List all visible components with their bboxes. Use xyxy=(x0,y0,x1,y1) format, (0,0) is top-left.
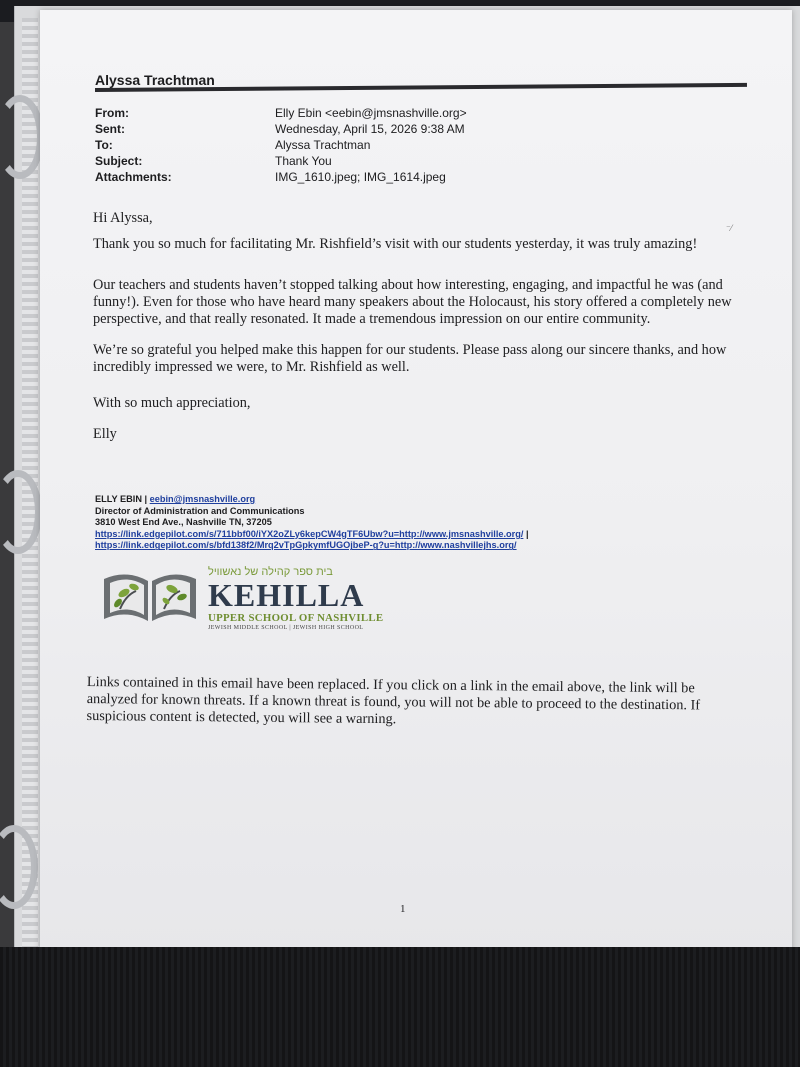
link-separator: | xyxy=(523,528,529,539)
website-link-jhs[interactable]: https://link.edgepilot.com/s/bfd138f2/Mrq2vTpGpkymfUGOjbeP-g?u=http://www.nashvillejhs.org/ xyxy=(95,540,517,551)
link-security-notice: Links contained in this email have been replaced. If you click on a link in the email above, the link will be analyzed for known threats. If a known threat is found, you will not be able to proceed to the destination. If suspicious content is detected, you will see a warning. xyxy=(86,674,701,728)
logo-wordmark: KEHILLA xyxy=(208,577,365,613)
logo-subtitle: UPPER SCHOOL OF NASHVILLE xyxy=(208,612,384,624)
stray-mark: ⁻⁄ xyxy=(726,223,733,233)
website-link-jms[interactable]: https://link.edgepilot.com/s/711bbf00/iYX2oZLy6kepCW4gTF6Ubw?u=http://www.jmsnashville.org/ xyxy=(95,528,524,539)
subject-label: Subject: xyxy=(95,154,143,168)
body-paragraph: We’re so grateful you helped make this happen for our students. Please pass along our sincere thanks, and how incredibly impressed we were, to Mr. Rishfield as well. xyxy=(93,342,727,375)
signature-line-1 xyxy=(95,494,529,506)
signature-name: ELLY EBIN | xyxy=(95,494,148,504)
email-signature xyxy=(95,494,529,552)
mailbox-owner: Alyssa Trachtman xyxy=(95,72,215,88)
signature-links-1 xyxy=(95,529,529,541)
page-number: 1 xyxy=(400,903,406,915)
subject-value: Thank You xyxy=(275,154,332,168)
logo-subtitle-2: JEWISH MIDDLE SCHOOL | JEWISH HIGH SCHOOL xyxy=(208,625,364,631)
greeting: Hi Alyssa, xyxy=(93,210,153,226)
printed-email-page xyxy=(40,10,792,955)
body-paragraph: Thank you so much for facilitating Mr. Rishfield’s visit with our students yesterday, it was truly amazing! xyxy=(93,236,698,252)
signature-links-2 xyxy=(95,540,529,552)
sent-label: Sent: xyxy=(95,122,125,136)
to-label: To: xyxy=(95,138,113,152)
signoff: Elly xyxy=(93,426,117,442)
kehilla-logo xyxy=(100,563,390,633)
from-label: From: xyxy=(95,106,129,120)
attachments-label: Attachments: xyxy=(95,170,172,184)
sent-value: Wednesday, April 15, 2026 9:38 AM xyxy=(275,122,465,136)
from-value: Elly Ebin <eebin@jmsnashville.org> xyxy=(275,106,467,120)
logo-hebrew-text: בית ספר קהילה של נאשוויל xyxy=(208,566,333,578)
signature-email-link[interactable]: eebin@jmsnashville.org xyxy=(149,494,256,504)
body-paragraph: Our teachers and students haven’t stopped talking about how interesting, engaging, and impactful he was (and funny!). Even for those who have heard many speakers about the Holocaust, his story offered a completely new perspective, and that really resonated. It made a tremendous impression on our entire community. xyxy=(93,277,732,327)
signature-address: 3810 West End Ave., Nashville TN, 37205 xyxy=(95,517,272,528)
open-book-icon xyxy=(100,565,200,625)
attachments-value: IMG_1610.jpeg; IMG_1614.jpeg xyxy=(275,170,446,184)
to-value: Alyssa Trachtman xyxy=(275,138,371,152)
background-bottom xyxy=(0,947,800,1067)
signature-title: Director of Administration and Communications xyxy=(95,505,305,516)
closing: With so much appreciation, xyxy=(93,395,251,411)
